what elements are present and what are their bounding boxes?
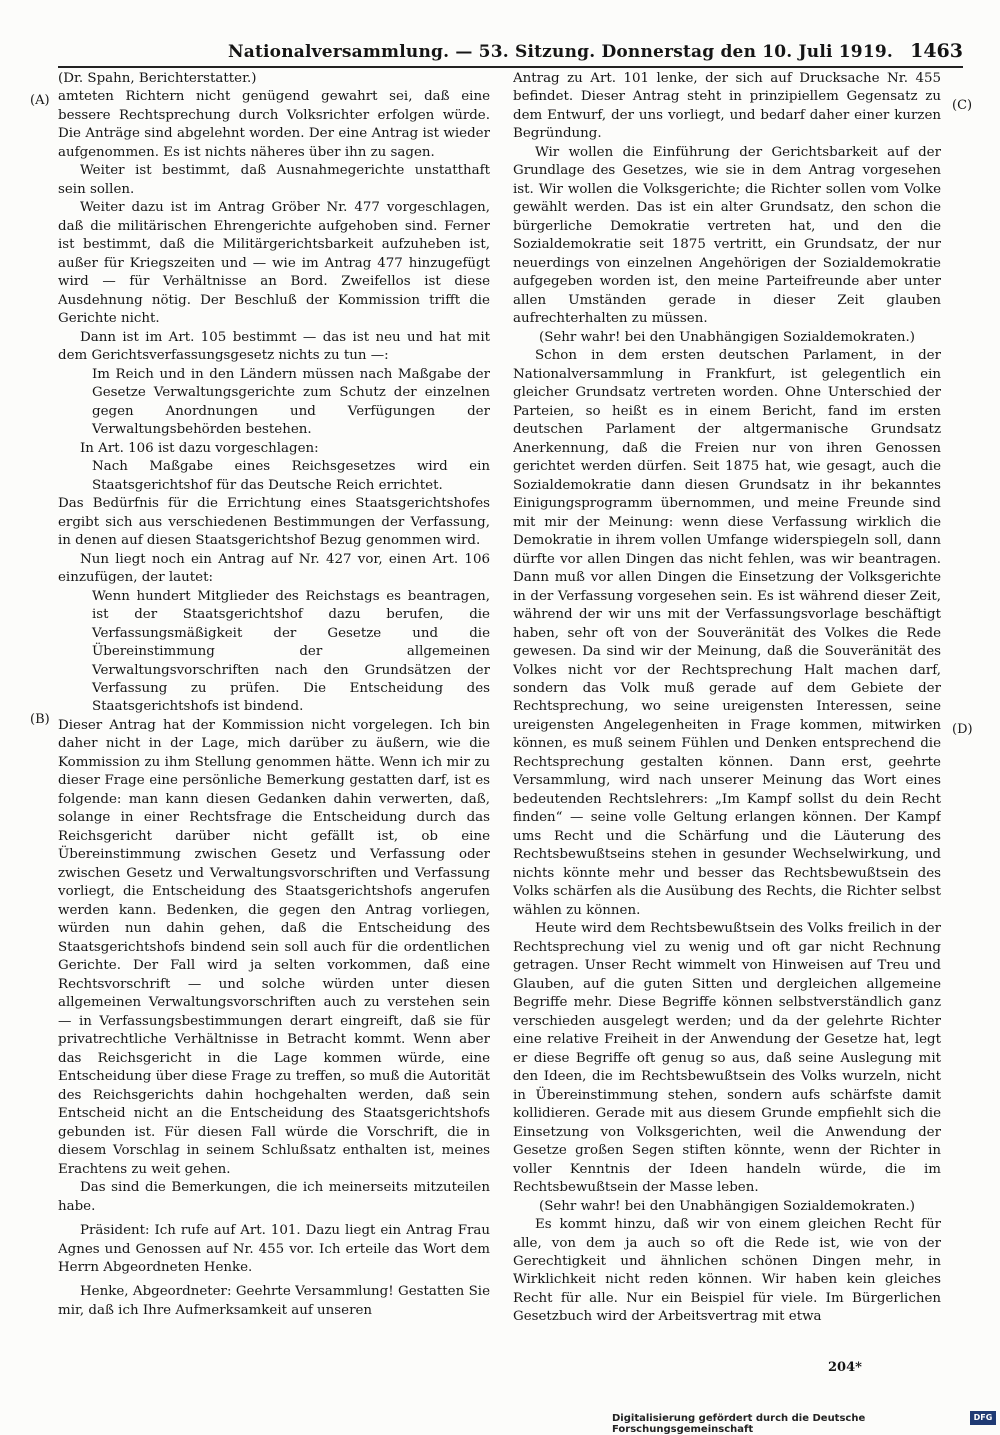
paragraph: Dieser Antrag hat der Kommission nicht vorgelegen. Ich bin daher nicht in der Lage, mich darüber zu äußern, wie die Kommission zu ihm Stellung genommen hätte. Wenn ich mir zu dieser Frage eine persönliche Bemerkung gestatten darf, ist es folgende: man kann diesen Gedanken dahin verwerten, daß, solange in einer Rechtsfrage die Entscheidung durch das Reichsgericht darüber nicht gefällt ist, ob eine Übereinstimmung zwischen Gesetz und Verfassung oder zwischen Gesetz und Verwaltungsvorschriften und Verfassung vorliegt, die Entscheidung des Staatsgerichtshofs angerufen werden kann. Bedenken, die gegen den Antrag vorliegen, würden nun dahin gehen, daß die Entscheidung des Staatsgerichtshofs bindend sein soll auch für die ordentlichen Gerichte. Der Fall wird ja selten vorkommen, daß eine Rechtsvorschrift — und solche würden unter diesen allgemeinen Verwaltungsvorschriften auch zu verstehen sein — in Verfassungsbestimmungen derart eingreift, daß sie für privatrechtliche Verhältnisse in Betracht kommt. Wenn aber das Reichsgericht in die Lage kommen würde, eine Entscheidung über diese Frage zu treffen, so muß die Autorität des Reichsgerichts dahin hochgehalten werden, daß sein Entscheid nicht an die Entscheidung des Staatsgerichtshofs gebunden ist. Für diesen Fall würde die Vorschrift, die in diesem Vorschlag in seinem Schlußsatz enthalten ist, meines Erachtens zu weit gehen. — [58, 717, 490, 1177]
paragraph: Dann ist im Art. 105 bestimmt — das ist neu und hat mit dem Gerichtsverfassungsgesetz nichts zu tun —: — [58, 329, 490, 364]
digitization-credit: Digitalisierung gefördert durch die Deutsche Forschungsgemeinschaft — [612, 1413, 866, 1435]
paragraph: Das sind die Bemerkungen, die ich meinerseits mitzuteilen habe. — [58, 1180, 490, 1214]
paragraph: Nach Maßgabe eines Reichsgesetzes wird ein Staatsgerichtshof für das Deutsche Reich errichtet. — [92, 459, 490, 493]
paragraph: Schon in dem ersten deutschen Parlament, in der Nationalversammlung in Frankfurt, ist gelegentlich ein gleicher Grundsatz vertreten worden. Ohne Unterschied der Parteien, so heißt es in einem Bericht, fand im ersten deutschen Parlament der altgermanische Grundsatz Anerkennung, daß die Freien nur von ihren Genossen gerichtet werden dürfen. Seit 1875 hat, wie gesagt, auch die Sozialdemokratie dann diesen Grundsatz in ihr bekanntes Einigungsprogramm übernommen, und meine Freunde sind mit mir der Meinung: wenn diese Verfassung wirklich die Demokratie in ihrem vollen Umfange widerspiegeln soll, dann dürfte vor allen Dingen das nicht fehlen, was wir beantragen. Dann muß vor allen Dingen die Einsetzung der Volksgerichte in der Verfassung vorgesehen sein. Es ist während dieser Zeit, während der wir uns mit der Verfassungsvorlage beschäftigt haben, sehr oft von der Souveränität des Volkes die Rede gewesen. Da sind wir der Meinung, daß die Souveränität des Volkes nicht vor der Rechtsprechung Halt machen darf, sondern das Volk muß gerade auf dem Gebiete der Rechtsprechung, wo seine ureigensten Interessen, seine ureigensten Angelegenheiten in Frage kommen, mitwirken können, es muß seinem Fühlen und Denken entsprechend die Rechtsprechung gestalten können. Dann erst, geehrte Versammlung, wird nach unserer Meinung das Wort eines bedeutenden Rechtslehrers: „Im Kampf sollst du dein Recht finden“ — seine volle Geltung erlangen können. Der Kampf ums Recht und die Schärfung und die Läuterung des Rechtsbewußtseins stehen in gesunder Wechselwirkung, und nichts könnte mehr und besser das Rechtsbewußtsein des Volks schärfen als die Ausübung des Rechts, die Richter selbst wählen zu können. — [513, 348, 941, 918]
paragraph: Im Reich und in den Ländern müssen nach Maßgabe der Gesetze Verwaltungsgerichte zum Schutz der einzelnen gegen Anordnungen und Verfügungen der Verwaltungsbehörden bestehen. — [92, 366, 490, 438]
paragraph: Das Bedürfnis für die Errichtung eines Staatsgerichtshofes ergibt sich aus verschiedenen Bestimmungen der Verfassung, in denen auf diesen Staatsgerichtshof Bezug genommen wird. — [58, 496, 490, 549]
margin-mark-c: (C) — [952, 98, 973, 113]
paragraph: In Art. 106 ist dazu vorgeschlagen: — [80, 440, 319, 456]
dfg-logo: DFG — [970, 1411, 996, 1425]
paragraph: (Dr. Spahn, Berichterstatter.) — [58, 71, 257, 86]
header-title: Nationalversammlung. — 53. Sitzung. Donnerstag den 10. Juli 1919. — [228, 42, 894, 62]
paragraph: Präsident: Ich rufe auf Art. 101. Dazu liegt ein Antrag Frau Agnes und Genossen auf Nr. 455 vor. Ich erteile das Wort dem Herrn Abgeordneten Henke. — [58, 1223, 490, 1275]
paragraph: Wir wollen die Einführung der Gerichtsbarkeit auf der Grundlage des Gesetzes, wie sie in dem Antrag vorgesehen ist. Wir wollen die Volksgerichte; die Richter sollen vom Volke gewählt werden. Das ist ein alter Grundsatz, den schon die bürgerliche Demokratie vertreten hat, und den die Sozialdemokratie seit 1875 vertritt, ein Grundsatz, der nur neuerdings von einzelnen Angehörigen der Sozialdemokratie aufgegeben worden ist, den meine Parteifreunde aber unter allen Umständen gerade in dieser Zeit glauben aufrechterhalten zu müssen. — [513, 144, 941, 327]
paragraph: Es kommt hinzu, daß wir von einem gleichen Recht für alle, von dem ja auch so oft die Rede ist, wie von der Gerechtigkeit und ähnlichen schönen Dingen mehr, in Wirklichkeit nicht reden können. Wir haben kein gleiches Recht für alle. Nur ein Beispiel für viele. Im Bürgerlichen Gesetzbuch wird der Arbeitsvertrag mit etwa — [513, 1217, 941, 1325]
paragraph: amteten Richtern nicht genügend gewahrt sei, daß eine bessere Rechtsprechung durch Volksrichter erfolgen würde. Die Anträge sind abgelehnt worden. Der eine Antrag ist wieder aufgenommen. Es ist nichts näheres über ihn zu sagen. — [58, 89, 490, 160]
paragraph: Nun liegt noch ein Antrag auf Nr. 427 vor, einen Art. 106 einzufügen, der lautet: — [58, 551, 490, 586]
sheet-number: 204* — [828, 1360, 862, 1375]
paragraph: Weiter dazu ist im Antrag Gröber Nr. 477 vorgeschlagen, daß die militärischen Ehrengerichte aufgehoben sind. Ferner ist bestimmt, daß die Militärgerichtsbarkeit aufzuheben ist, außer für Kriegszeiten und — wie im Antrag 477 hinzugefügt wird — für Verhältnisse an Bord. Zweifellos ist diese Ausdehnung nötig. Der Beschluß der Kommission trifft die Gerichte nicht. — [58, 200, 490, 327]
paragraph: Heute wird dem Rechtsbewußtsein des Volks freilich in der Rechtsprechung viel zu wenig und oft gar nicht Rechnung getragen. Unser Recht wimmelt von Hinweisen auf Treu und Glauben, auf die guten Sitten und dergleichen allgemeine Begriffe mehr. Diese Begriffe können selbstverständlich ganz verschieden ausgelegt werden; und da der gelehrte Richter eine relative Freiheit in der Anwendung der Gesetze hat, legt er diese Begriffe oft genug so aus, daß seine Auslegung mit den Ideen, die im Rechtsbewußtsein des Volks wurzeln, nicht in Übereinstimmung stehen, sondern aufs schärfste damit kollidieren. Gerade mit aus diesem Grunde empfiehlt sich die Einsetzung von Volksgerichten, weil die Anwendung der Gesetze großen Segen stiften könnte, wenn der Richter in voller Kenntnis der Ideen handeln würde, die im Rechtsbewußtsein der Masse leben. — [513, 921, 941, 1196]
paragraph: (Sehr wahr! bei den Unabhängigen Sozialdemokraten.) — [538, 329, 916, 345]
paragraph: Henke, Abgeordneter: Geehrte Versammlung! Gestatten Sie mir, daß ich Ihre Aufmerksamkeit auf unseren — [58, 1284, 490, 1318]
page-number: 1463 — [910, 40, 963, 62]
margin-mark-a: (A) — [30, 93, 50, 108]
left-column — [58, 70, 490, 1360]
margin-mark-d: (D) — [952, 722, 973, 737]
paragraph: Weiter ist bestimmt, daß Ausnahmegerichte unstatthaft sein sollen. — [58, 163, 490, 197]
paragraph: (Sehr wahr! bei den Unabhängigen Sozialdemokraten.) — [538, 1198, 916, 1214]
margin-mark-b: (B) — [30, 712, 50, 727]
right-column — [513, 70, 941, 1360]
paragraph: Wenn hundert Mitglieder des Reichstags es beantragen, ist der Staatsgerichtshof dazu berufen, die Verfassungsmäßigkeit der Gesetze und die Übereinstimmung der allgemeinen Verwaltungsvorschriften nach den Grundsätzen der Verfassung zu prüfen. Die Entscheidung des Staatsgerichtshofs ist bindend. — [92, 588, 490, 715]
page-header — [58, 40, 963, 68]
paragraph: Antrag zu Art. 101 lenke, der sich auf Drucksache Nr. 455 befindet. Dieser Antrag steht in prinzipiellem Gegensatz zu dem Entwurf, der uns vorliegt, und bedarf daher einer kurzen Begründung. — [513, 71, 941, 142]
